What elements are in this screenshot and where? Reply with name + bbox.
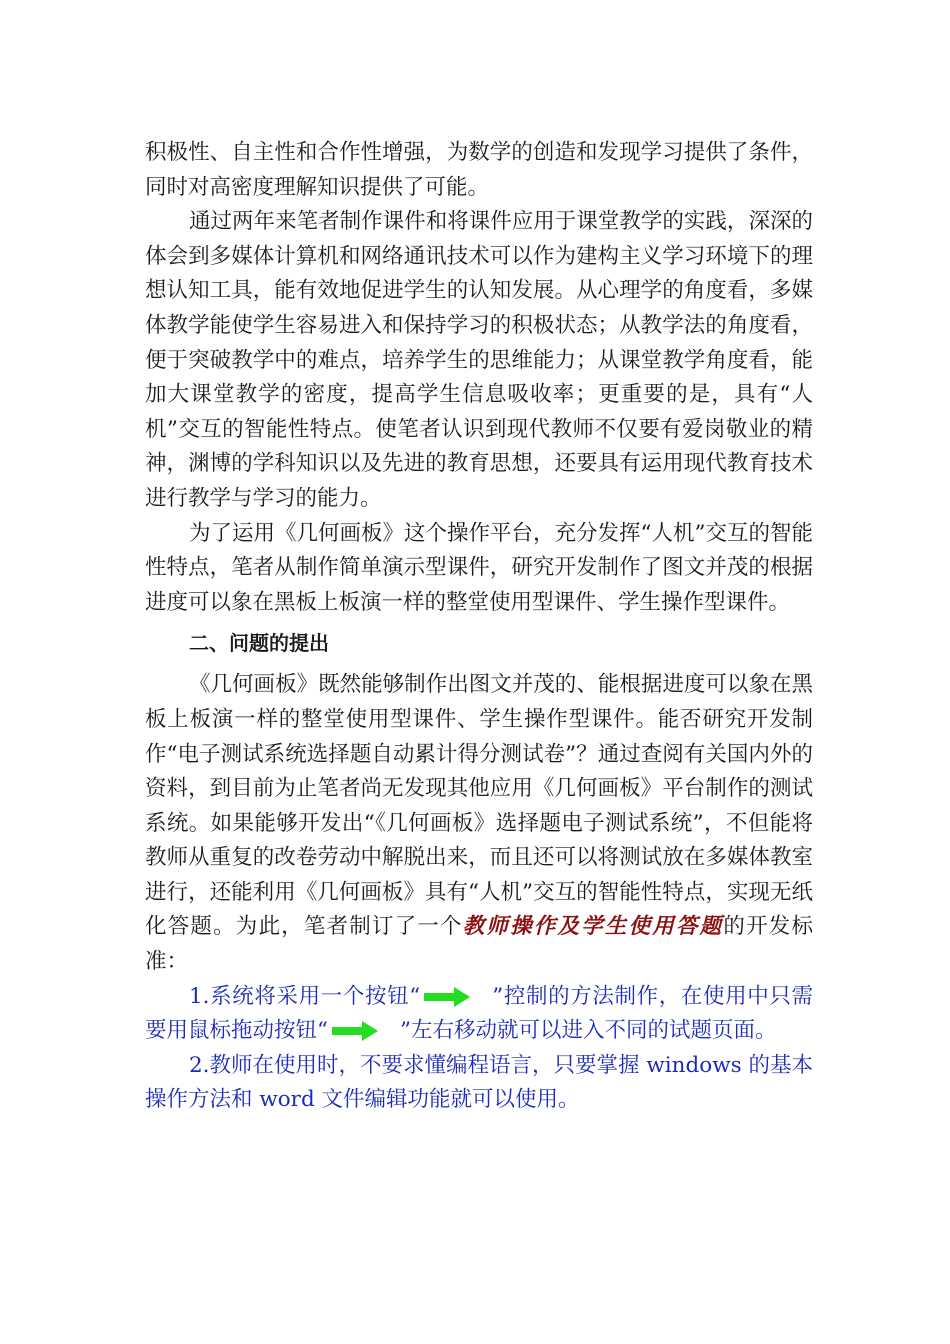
list-item-1-part-c: ”左右移动就可以进入不同的试题页面。 — [400, 1018, 777, 1044]
paragraph-4-tail: 的开发标准： — [145, 914, 813, 975]
paragraph-4-text: 《几何画板》既然能够制作出图文并茂的、能根据进度可以象在黑板上板演一样的整堂使用型课件、学生操作型课件。能否研究开发制作“电子测试系统选择题自动累计得分测试卷”？通过查阅有关国内外的资料，到目前为止笔者尚无发现其他应用《几何画板》平台制作的测试系统。如果能够开发出“《几何画板》选择题电子测试系统”，不但能将教师从重复的改卷劳动中解脱出来，而且还可以将测试放在多媒体教室进行，还能利用《几何画板》具有“人机”交互的智能性特点，实现无纸化答题。为此，笔者制订了一个 — [145, 672, 813, 940]
document-page — [145, 136, 813, 1118]
stylized-phrase: 教师操作及学生使用答题 — [462, 914, 724, 940]
paragraph-2: 通过两年来笔者制作课件和将课件应用于课堂教学的实践，深深的体会到多媒体计算机和网络通讯技术可以作为建构主义学习环境下的理想认知工具，能有效地促进学生的认知发展。从心理学的角度看，多媒体教学能使学生容易进入和保持学习的积极状态；从教学法的角度看，便于突破教学中的难点，培养学生的思维能力；从课堂教学角度看，能加大课堂教学的密度，提高学生信息吸收率；更重要的是，具有“人机”交互的智能性特点。使笔者认识到现代教师不仅要有爱岗敬业的精神，渊博的学科知识以及先进的教育思想，还要具有运用现代教育技术进行教学与学习的能力。 — [145, 209, 813, 511]
green-right-arrow-icon[interactable] — [424, 987, 470, 1007]
list-item-1-part-b: ”控制的方法制作，在使用中只需要用鼠标拖动按钮“ — [145, 983, 813, 1044]
list-item-2: 2.教师在使用时，不要求懂编程语言，只要掌握 windows 的基本操作方法和 word 文件编辑功能就可以使用。 — [145, 1052, 813, 1113]
paragraph-3: 为了运用《几何画板》这个操作平台，充分发挥“人机”交互的智能性特点，笔者从制作简单演示型课件，研究开发制作了图文并茂的根据进度可以象在黑板上板演一样的整堂使用型课件、学生操作型课件。 — [145, 520, 813, 615]
paragraph-4 — [145, 668, 813, 979]
green-right-arrow-icon[interactable] — [332, 1021, 378, 1041]
section-heading: 二、问题的提出 — [189, 631, 329, 656]
list-item-1 — [145, 980, 813, 1049]
paragraph-1: 积极性、自主性和合作性增强，为数学的创造和发现学习提供了条件，同时对高密度理解知识提供了可能。 — [145, 140, 813, 200]
list-item-1-part-a: 1.系统将采用一个按钮“ — [189, 983, 421, 1009]
